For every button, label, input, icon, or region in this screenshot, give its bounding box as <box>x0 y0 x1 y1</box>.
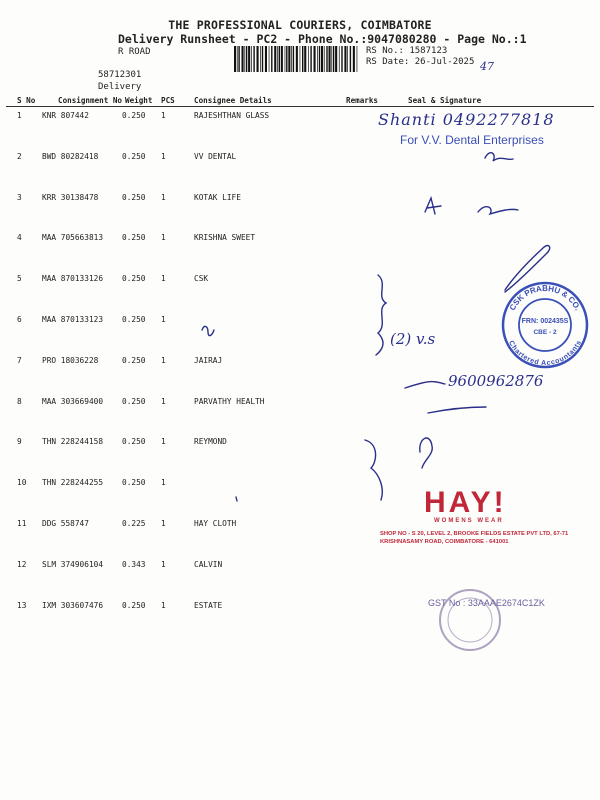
col-remarks: Remarks <box>346 96 379 105</box>
row8-phone-note: 9600962876 <box>448 372 544 390</box>
vv-dental-stamp: For V.V. Dental Enterprises <box>400 133 544 147</box>
barcode-bar <box>279 46 280 72</box>
row-consignee: HAY CLOTH <box>194 519 237 528</box>
row-weight: 0.250 <box>122 111 146 120</box>
barcode-bar <box>310 46 311 72</box>
barcode-bar <box>308 46 309 72</box>
barcode-bar <box>271 46 272 72</box>
row-weight: 0.250 <box>122 151 146 161</box>
barcode-bar <box>237 46 238 72</box>
barcode-bar <box>302 46 303 72</box>
barcode-bar <box>331 46 332 72</box>
signature-row9-line <box>428 407 486 413</box>
barcode-bar <box>288 46 290 72</box>
barcode-bar <box>253 46 254 72</box>
barcode <box>234 46 358 72</box>
barcode-bar <box>274 46 276 72</box>
svg-text:Chartered Accountants: Chartered Accountants <box>507 339 584 368</box>
row-weight: 0.250 <box>122 437 146 447</box>
row-pcs: 1 <box>161 151 166 161</box>
row-weight: 0.250 <box>122 478 146 488</box>
row-weight: 0.343 <box>122 559 146 569</box>
hay-address: SHOP NO - S 20, LEVEL 2, BROOKE FIELDS ESTATE PVT LTD, 67-71 KRISHNASAMY ROAD, COIMBATORE - 641001 <box>380 531 569 545</box>
row-consignee: JAIRAJ <box>194 355 223 365</box>
phone-underline <box>405 382 445 389</box>
svg-text:FRN: 002435S: FRN: 002435S <box>521 318 569 325</box>
row-pcs: 1 <box>161 315 166 324</box>
row-pcs: 1 <box>161 519 166 528</box>
row-consignment-no: THN 228244158 <box>42 437 104 447</box>
row-weight: 0.250 <box>122 600 146 610</box>
bracket-mark <box>376 275 386 355</box>
barcode-bar <box>238 46 239 72</box>
row-consignee: ESTATE <box>194 600 223 610</box>
runsheet-subtitle: Delivery Runsheet - PC2 - Phone No.:9047080280 - Page No.:1 <box>118 32 527 46</box>
row-consignee: CALVIN <box>194 559 223 569</box>
barcode-bar <box>286 46 287 72</box>
row-consignee: KOTAK LIFE <box>194 192 241 202</box>
barcode-bar <box>262 46 263 72</box>
barcode-bar <box>281 46 283 72</box>
row-sno: 1 <box>17 111 22 120</box>
row-weight: 0.250 <box>122 355 146 365</box>
row-sno: 5 <box>17 274 22 284</box>
branch-phone: 58712301 <box>98 70 142 80</box>
barcode-bar <box>317 46 318 72</box>
row-sno: 10 <box>17 478 27 488</box>
row-consignment-no: KRR 30138478 <box>42 192 99 202</box>
row-pcs: 1 <box>161 111 166 120</box>
col-consignment: Consignment No <box>58 96 123 105</box>
barcode-bar <box>321 46 323 72</box>
row-weight: 0.250 <box>122 192 146 202</box>
header-divider <box>6 106 594 107</box>
barcode-bar <box>335 46 337 72</box>
barcode-bar <box>350 46 351 72</box>
barcode-bar <box>269 46 270 72</box>
svg-text:CSK PRABHU & CO.: CSK PRABHU & CO. <box>507 283 583 312</box>
bracket-mark-2 <box>365 440 382 500</box>
row-consignee: RAJESHTHAN GLASS <box>194 111 270 120</box>
row-weight: 0.250 <box>122 233 146 243</box>
row-consignment-no: THN 228244255 <box>42 478 104 488</box>
row6-mark: (2) v.s <box>390 330 436 348</box>
row-pcs: 1 <box>161 600 166 610</box>
barcode-bar <box>319 46 320 72</box>
row-consignee: PARVATHY HEALTH <box>194 396 265 406</box>
barcode-bar <box>357 46 358 72</box>
barcode-bar <box>353 46 355 72</box>
col-weight: Weight <box>125 96 153 105</box>
barcode-bar <box>314 46 316 72</box>
hay-tagline: WOMENS WEAR <box>434 518 504 524</box>
signature-row3-a <box>425 198 441 214</box>
runsheet-title: THE PROFESSIONAL COURIERS, COIMBATORE <box>168 18 432 32</box>
row-sno: 8 <box>17 396 22 406</box>
row-pcs: 1 <box>161 355 166 365</box>
row-sno: 9 <box>17 437 22 447</box>
row-consignment-no: DDG 558747 <box>42 519 89 528</box>
barcode-bar <box>326 46 327 72</box>
signature-row9 <box>420 438 432 468</box>
small-mark-row6 <box>202 326 214 335</box>
row-consignee: VV DENTAL <box>194 151 237 161</box>
row-pcs: 1 <box>161 233 166 243</box>
row-sno: 4 <box>17 233 22 243</box>
barcode-bar <box>300 46 301 72</box>
barcode-bar <box>242 46 244 72</box>
branch-address: R ROAD <box>118 47 151 57</box>
row-consignment-no: BWD 80282418 <box>42 151 99 161</box>
row-consignee: CSK <box>194 274 209 284</box>
small-mark-row10 <box>236 497 237 501</box>
row-consignment-no: SLM 374906104 <box>42 559 104 569</box>
signature-row3-b <box>478 207 518 214</box>
row-consignment-no: MAA 705663813 <box>42 233 104 243</box>
barcode-bar <box>296 46 298 72</box>
handwritten-count: 47 <box>480 60 494 73</box>
row-pcs: 1 <box>161 396 166 406</box>
hay-logo: HAY! <box>424 486 507 519</box>
row-consignment-no: MAA 303669400 <box>42 396 104 406</box>
barcode-bar <box>257 46 259 72</box>
barcode-bar <box>293 46 294 72</box>
row-consignee: REYMOND <box>194 437 227 447</box>
row-consignment-no: IXM 303607476 <box>42 600 104 610</box>
signature-row4 <box>505 246 550 292</box>
barcode-bar <box>291 46 292 72</box>
row-sno: 12 <box>17 559 27 569</box>
barcode-bar <box>244 46 245 72</box>
col-consignee: Consignee Details <box>194 96 272 105</box>
row-pcs: 1 <box>161 478 166 488</box>
row-sno: 13 <box>17 600 27 610</box>
row-weight: 0.225 <box>122 519 146 528</box>
row-consignment-no: KNR 807442 <box>42 111 89 120</box>
signature-row2 <box>485 153 513 161</box>
rs-number: RS No.: 1587123 <box>366 46 448 56</box>
row-weight: 0.250 <box>122 396 146 406</box>
barcode-bar <box>251 46 252 72</box>
hay-gst: GST No : 33AAAE2674C1ZK <box>428 598 545 608</box>
barcode-bar <box>341 46 342 72</box>
row-sno: 2 <box>17 151 22 161</box>
row-consignee: KRISHNA SWEET <box>194 233 256 243</box>
row-sno: 6 <box>17 315 22 324</box>
barcode-bar <box>324 46 325 72</box>
col-pcs: PCS <box>161 96 175 105</box>
row-pcs: 1 <box>161 559 166 569</box>
runsheet-mode: Delivery <box>98 82 142 92</box>
row-pcs: 1 <box>161 274 166 284</box>
row-consignment-no: MAA 870133123 <box>42 315 104 324</box>
rs-date: RS Date: 26-Jul-2025 <box>366 57 475 67</box>
col-sno: S No <box>17 96 36 105</box>
csk-stamp <box>503 283 587 367</box>
barcode-bar <box>329 46 331 72</box>
row-sno: 7 <box>17 355 22 365</box>
row-consignment-no: MAA 870133126 <box>42 274 104 284</box>
row-sno: 3 <box>17 192 22 202</box>
row-pcs: 1 <box>161 437 166 447</box>
row-pcs: 1 <box>161 192 166 202</box>
barcode-bar <box>265 46 267 72</box>
row-sno: 11 <box>17 519 27 528</box>
barcode-bar <box>344 46 346 72</box>
row1-handwritten-note: Shanti 0492277818 <box>378 110 555 129</box>
barcode-bar <box>260 46 261 72</box>
barcode-bar <box>277 46 278 72</box>
barcode-bar <box>234 46 236 72</box>
barcode-bar <box>347 46 348 72</box>
barcode-bar <box>285 46 286 72</box>
barcode-bar <box>304 46 306 72</box>
col-seal-signature: Seal & Signature <box>408 96 482 105</box>
svg-text:CBE - 2: CBE - 2 <box>533 329 557 336</box>
barcode-bar <box>333 46 334 72</box>
barcode-bar <box>246 46 247 72</box>
barcode-bar <box>248 46 250 72</box>
row-consignment-no: PRO 18036228 <box>42 355 99 365</box>
row-weight: 0.250 <box>122 274 146 284</box>
barcode-bar <box>339 46 340 72</box>
row-weight: 0.250 <box>122 315 146 324</box>
